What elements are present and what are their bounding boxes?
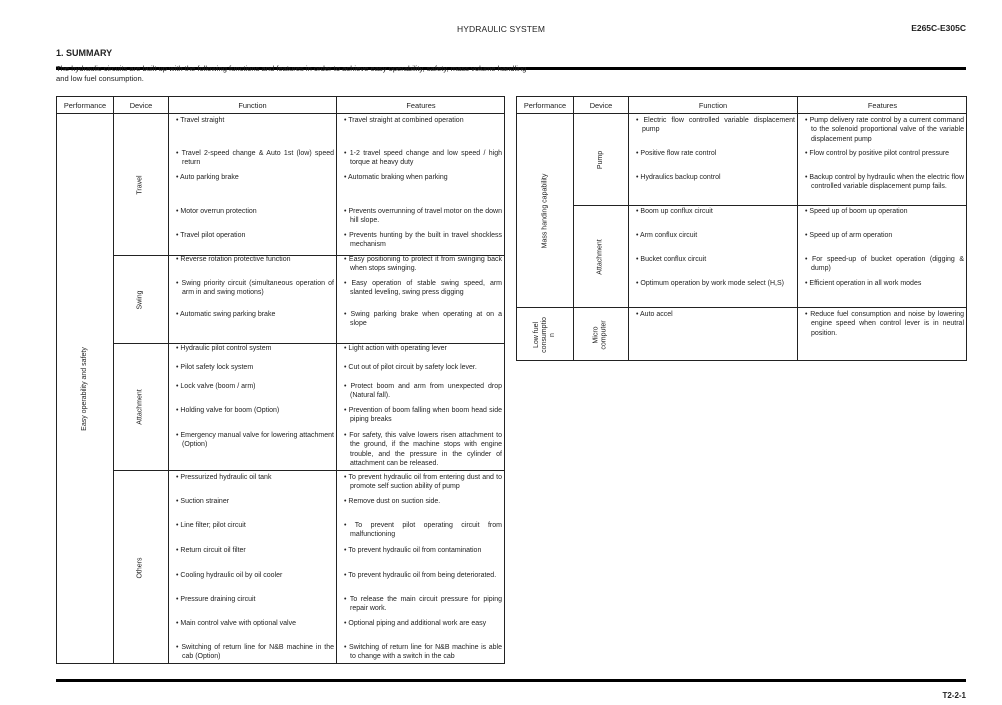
function-item: • Pressure draining circuit [172,595,334,604]
feature-item: • Optional piping and additional work are easy [340,619,502,628]
feature-item: • To prevent hydraulic oil from being deteriorated. [340,571,502,580]
col-header-features: Features [337,97,505,114]
model-number: E265C-E305C [911,23,966,33]
function-item: • Switching of return line for N&B machine in the cab (Option) [172,643,334,662]
function-item: • Boom up conflux circuit [632,207,795,216]
feature-item: • For safety, this valve lowers risen attachment to the ground, if the machine stops with engine trouble, and the pressure in the cylinder of attachment can be released. [340,431,502,469]
device-micro-computer: Micro computer [574,308,629,361]
function-item: • Auto accel [632,310,795,319]
function-item: • Return circuit oil filter [172,546,334,555]
function-item: • Lock valve (boom / arm) [172,382,334,391]
feature-item: • Prevents hunting by the built in travel shockless mechanism [340,231,502,250]
feature-item: • Pump delivery rate control by a current command to the solenoid proportional valve of the variable displacement pump [801,116,964,144]
col-header-function: Function [629,97,798,114]
device-others: Others [114,471,169,664]
function-item: • Bucket conflux circuit [632,255,795,264]
feature-item: • Switching of return line for N&B machine is able to change with a switch in the cab [340,643,502,662]
function-item: • Holding valve for boom (Option) [172,406,334,415]
device-pump: Pump [574,114,629,206]
feature-item: • Reduce fuel consumption and noise by lowering engine speed when control lever is in neutral position. [801,310,964,338]
feature-item: • Travel straight at combined operation [340,116,502,125]
section-title: 1. SUMMARY [56,48,113,58]
col-header-features: Features [798,97,967,114]
device-swing: Swing [114,256,169,344]
feature-item: • Prevents overrunning of travel motor on the down hill slope. [340,207,502,226]
feature-item: • Light action with operating lever [340,344,502,353]
feature-item: • Automatic braking when parking [340,173,502,182]
function-item: • Travel pilot operation [172,231,334,240]
footer-rule [56,679,966,682]
feature-item: • To prevent pilot operating circuit from malfunctioning [340,521,502,540]
feature-item: • Easy positioning to protect it from swinging back when stops swinging. [340,255,502,274]
function-item: • Suction strainer [172,497,334,506]
feature-item: • To prevent hydraulic oil from contamination [340,546,502,555]
feature-item: • Swing parking brake when operating at on a slope [340,310,502,329]
feature-item: • Remove dust on suction side. [340,497,502,506]
function-item: • Line filter; pilot circuit [172,521,334,530]
function-item: • Travel 2-speed change & Auto 1st (low) speed return [172,149,334,168]
feature-item: • To prevent hydraulic oil from entering dust and to promote self suction ability of pump [340,473,502,492]
feature-item: • For speed-up of bucket operation (digging & dump) [801,255,964,274]
feature-item: • Speed up of arm operation [801,231,964,240]
feature-item: • Speed up of boom up operation [801,207,964,216]
right-summary-table [516,96,967,361]
device-attachment: Attachment [574,206,629,308]
function-item: • Arm conflux circuit [632,231,795,240]
feature-item: • Prevention of boom falling when boom head side piping breaks [340,406,502,425]
feature-item: • 1-2 travel speed change and low speed / high torque at heavy duty [340,149,502,168]
left-summary-table [56,96,505,664]
col-header-performance: Performance [517,97,574,114]
performance-label: Easy operability and safety [81,347,89,431]
feature-item: • To release the main circuit pressure for piping repair work. [340,595,502,614]
col-header-performance: Performance [57,97,114,114]
function-item: • Emergency manual valve for lowering attachment (Option) [172,431,334,450]
function-item: • Pressurized hydraulic oil tank [172,473,334,482]
device-attachment: Attachment [114,344,169,471]
function-item: • Reverse rotation protective function [172,255,334,264]
swing-function-cell [169,256,337,344]
function-item: • Cooling hydraulic oil by oil cooler [172,571,334,580]
function-item: • Hydraulics backup control [632,173,795,182]
performance-low-fuel: Low fuel consumptio n [517,308,574,361]
col-header-device: Device [574,97,629,114]
device-travel: Travel [114,114,169,256]
feature-item: • Easy operation of stable swing speed, arm slanted leveling, swing press digging [340,279,502,298]
page-number: T2-2-1 [942,691,966,700]
feature-item: • Backup control by hydraulic when the electric flow controlled variable displacement pump fails. [801,173,964,192]
function-item: • Electric flow controlled variable displacement pump [632,116,795,135]
function-item: • Positive flow rate control [632,149,795,158]
col-header-device: Device [114,97,169,114]
col-header-function: Function [169,97,337,114]
feature-item: • Efficient operation in all work modes [801,279,964,288]
running-header-title: HYDRAULIC SYSTEM [456,24,546,34]
function-item: • Travel straight [172,116,334,125]
feature-item: • Protect boom and arm from unexpected drop (Natural fall). [340,382,502,401]
intro-paragraph: The hydraulic circuits are built up with the following functions and features in order to achieve easy operability, safety, mass volume handling and low fuel consumption. [56,64,527,83]
function-item: • Motor overrun protection [172,207,334,216]
function-item: • Auto parking brake [172,173,334,182]
function-item: • Optimum operation by work mode select (H,S) [632,279,795,288]
function-item: • Hydraulic pilot control system [172,344,334,353]
function-item: • Pilot safety lock system [172,363,334,372]
performance-mass-handling: Mass handing capability [517,114,574,308]
feature-item: • Cut out of pilot circuit by safety lock lever. [340,363,502,372]
performance-easy-operability [57,114,114,664]
feature-item: • Flow control by positive pilot control pressure [801,149,964,158]
function-item: • Main control valve with optional valve [172,619,334,628]
function-item: • Automatic swing parking brake [172,310,334,319]
function-item: • Swing priority circuit (simultaneous operation of arm in and swing motions) [172,279,334,298]
